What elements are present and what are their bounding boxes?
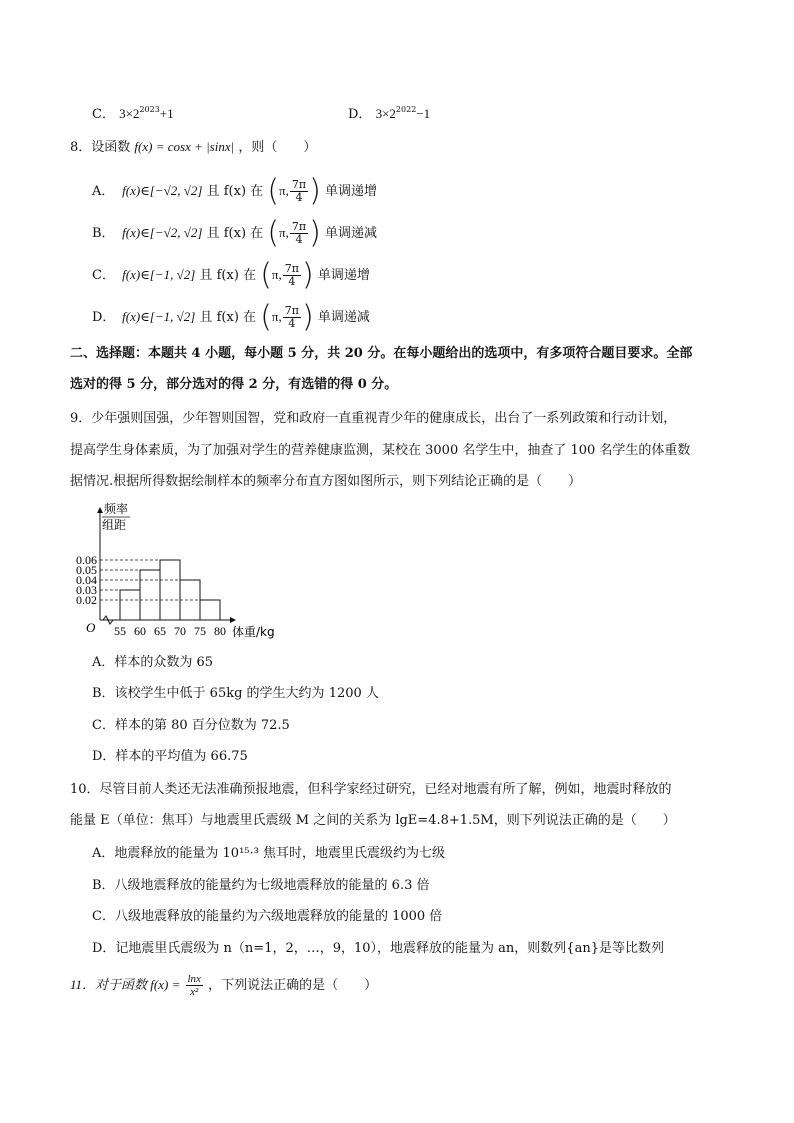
expr-exponent: 2023 <box>139 105 160 114</box>
option-label: D． <box>92 310 116 325</box>
fraction <box>290 179 308 204</box>
option-result: 单调递增 <box>317 268 370 283</box>
option-result: 单调递减 <box>324 226 377 241</box>
y-tick-label: 0.06 <box>76 553 97 567</box>
paren-open: ( <box>267 215 280 251</box>
fraction-num: 7π <box>291 178 307 191</box>
fraction-num: 7π <box>291 220 307 233</box>
expr-tail: −1 <box>416 106 431 121</box>
q7-option-d <box>348 101 430 124</box>
q9-stem-line1: 9．少年强则国强，少年智则国智，党和政府一直重视青少年的健康成长，出台了一系列政策和行动计划， <box>70 411 677 426</box>
q11-suffix: ，下列说法正确的是（ ） <box>208 978 378 993</box>
histogram-bar <box>140 570 160 620</box>
x-tick-label: 70 <box>174 624 186 638</box>
q8-option-d <box>92 299 370 335</box>
fraction <box>290 221 308 246</box>
q9-option-a: A．样本的众数为 65 <box>92 655 214 670</box>
option-mid: 且 f(x) 在 <box>199 268 257 283</box>
q8-option-b <box>92 215 377 251</box>
interval-left: π, <box>271 267 282 282</box>
q9-stem-line2: 提高学生身体素质，为了加强对学生的营养健康监测，某校在 3000 名学生中，抽查了 100 名学生的体重数 <box>70 443 691 458</box>
paren-close: ) <box>309 173 321 209</box>
option-range: f(x)∈[−1, √2] <box>122 309 196 324</box>
q9-option-d: D．样本的平均值为 66.75 <box>92 749 248 764</box>
option-range: f(x)∈[−√2, √2] <box>122 225 203 240</box>
q11-stem <box>70 970 377 1001</box>
option-label: B． <box>92 226 115 241</box>
fraction <box>283 305 301 330</box>
y-tick-label: 0.03 <box>76 583 97 597</box>
fraction-den: 4 <box>288 275 296 288</box>
q10-option-c: C．八级地震释放的能量约为六级地震释放的能量的 1000 倍 <box>92 909 443 924</box>
q10-stem-line2: 能量 E（单位：焦耳）与地震里氏震级 M 之间的关系为 lgE=4.8+1.5M，则下列说法正确的是（ ） <box>70 813 676 828</box>
paren-close: ) <box>309 215 321 251</box>
expr-tail: +1 <box>159 106 174 121</box>
expr-base: 3×2 <box>375 106 396 121</box>
q9-option-b: B．该校学生中低于 65kg 的学生大约为 1200 人 <box>92 686 379 701</box>
q9-stem-line3: 据情况.根据所得数据绘制样本的频率分布直方图如图所示，则下列结论正确的是（ ） <box>70 474 582 489</box>
q8-option-c <box>92 257 370 293</box>
option-mid: 且 f(x) 在 <box>206 226 264 241</box>
origin-label: O <box>86 620 96 635</box>
q8-option-a <box>92 173 377 209</box>
histogram-bar <box>120 590 140 620</box>
option-label: A． <box>92 184 115 199</box>
y-tick-label: 0.05 <box>76 563 97 577</box>
histogram-bar <box>200 600 220 620</box>
fraction-den: 4 <box>295 191 303 204</box>
option-mid: 且 f(x) 在 <box>206 184 264 199</box>
interval-left: π, <box>279 183 289 198</box>
option-range: f(x)∈[−1, √2] <box>122 267 196 282</box>
q10-stem-line1: 10．尽管目前人类还无法准确预报地震，但科学家经过研究，已经对地震有所了解，例如，地震时释放的 <box>70 782 672 797</box>
x-tick-label: 75 <box>194 624 206 638</box>
q11-fraction <box>186 973 203 998</box>
y-axis-label-bottom: 组距 <box>102 518 127 532</box>
x-tick-label: 80 <box>214 624 226 638</box>
histogram-bar <box>160 560 180 620</box>
paren-close: ) <box>301 299 314 335</box>
fraction-num: lnx <box>187 973 201 985</box>
interval-left: π, <box>271 309 282 324</box>
x-tick-label: 55 <box>114 624 126 638</box>
x-tick-label: 60 <box>134 624 146 638</box>
y-axis-label-top: 频率 <box>104 502 129 516</box>
fraction-den: 4 <box>295 233 303 246</box>
fraction-den: 4 <box>288 317 296 330</box>
q8-number: 8．设函数 <box>70 140 131 155</box>
option-mid: 且 f(x) 在 <box>199 310 257 325</box>
option-result: 单调递减 <box>317 310 370 325</box>
paren-open: ( <box>260 299 272 335</box>
option-label: C． <box>92 268 115 283</box>
interval-left: π, <box>279 225 289 240</box>
x-tick-label: 65 <box>154 624 166 638</box>
fraction-num: 7π <box>284 262 299 275</box>
paren-open: ( <box>267 173 280 209</box>
q10-option-b: B．八级地震释放的能量约为七级地震释放的能量的 6.3 倍 <box>92 878 430 893</box>
section-2-header-line1: 二、选择题：本题共 4 小题，每小题 5 分，共 20 分。在每小题给出的选项中，有多项符合题目要求。全部 <box>70 346 693 361</box>
option-result: 单调递增 <box>324 184 377 199</box>
q7-option-c <box>92 101 174 124</box>
option-label: D． <box>348 107 372 122</box>
expr-base: 3×2 <box>119 106 140 121</box>
q10-option-d: D．记地震里氏震级为 n（n=1，2，…，9，10），地震释放的能量为 an，则数列{an}是等比数列 <box>92 941 664 956</box>
q8-tail: ，则（ ） <box>238 140 317 155</box>
q9-option-c: C．样本的第 80 百分位数为 72.5 <box>92 718 290 733</box>
fraction-num: 7π <box>284 304 299 317</box>
y-tick-label: 0.02 <box>76 593 97 607</box>
y-tick-label: 0.04 <box>76 573 97 587</box>
option-label: C． <box>92 107 115 122</box>
q8-stem <box>70 138 316 157</box>
x-axis-label: 体重/kg <box>232 625 275 639</box>
fraction <box>283 263 301 288</box>
fraction-den: x² <box>190 986 199 998</box>
paren-open: ( <box>260 257 272 293</box>
section-2-header-line2: 选对的得 5 分，部分选对的得 2 分，有选错的得 0 分。 <box>70 377 398 392</box>
q10-option-a: A．地震释放的能量为 10¹⁵·³ 焦耳时，地震里氏震级约为七级 <box>92 846 445 861</box>
paren-close: ) <box>301 257 314 293</box>
q11-prefix: 11．对于函数 f(x) = <box>70 977 181 992</box>
q8-function: f(x) = cosx + |sinx| <box>134 139 235 154</box>
frequency-histogram <box>70 500 290 645</box>
option-range: f(x)∈[−√2, √2] <box>122 183 203 198</box>
expr-exponent: 2022 <box>395 105 417 114</box>
